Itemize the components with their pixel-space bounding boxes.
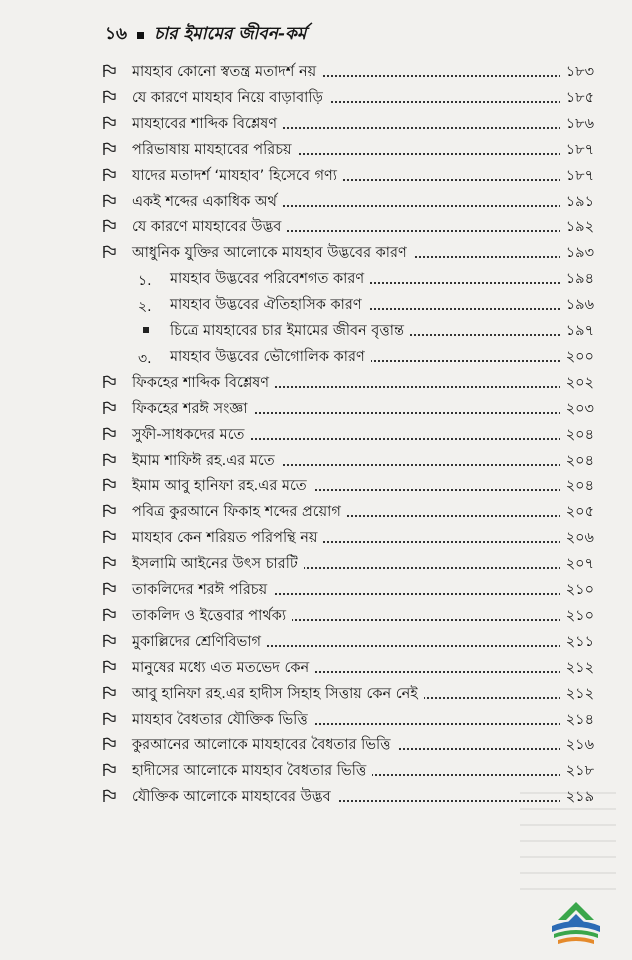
toc-row[interactable] xyxy=(0,498,632,524)
flag-icon xyxy=(102,453,116,467)
toc-entry-page: ২১২ xyxy=(560,657,594,681)
toc-entry-title: কুরআনের আলোকে মাযহাবের বৈধতার ভিত্তি xyxy=(132,734,397,758)
toc-entry-page: ১৯৪ xyxy=(560,268,594,292)
toc-entry-page: ২১৬ xyxy=(560,734,594,758)
header-square-bullet xyxy=(137,32,144,39)
flag-icon xyxy=(102,219,116,233)
toc-entry-page: ১৯১ xyxy=(560,191,594,215)
toc-entry-title: মাযহাব কেন শরিয়ত পরিপন্থি নয় xyxy=(132,527,323,551)
toc-entry-page: ২০৪ xyxy=(560,424,594,448)
toc-row[interactable] xyxy=(0,576,632,602)
toc-entry-title: মাযহাব কোনো স্বতন্ত্র মতাদর্শ নয় xyxy=(132,61,322,85)
toc-entry-page: ২১৪ xyxy=(560,709,594,733)
flag-icon xyxy=(102,712,116,726)
toc-row[interactable] xyxy=(0,421,632,447)
toc-row[interactable] xyxy=(0,265,632,291)
toc-entry-title: ফিকহের শরঈ সংজ্ঞা xyxy=(132,398,253,422)
flag-icon xyxy=(102,608,116,622)
toc-entry-title: যে কারণে মাযহাব নিয়ে বাড়াবাড়ি xyxy=(132,87,329,111)
toc-entry-title: তাকলিদ ও ইত্তেবার পার্থক্য xyxy=(132,605,292,629)
toc-entry-page: ১৯৩ xyxy=(560,242,594,266)
toc-entry-page: ২০২ xyxy=(560,372,594,396)
toc-row[interactable] xyxy=(0,84,632,110)
toc-entry-page: ২১৮ xyxy=(560,760,594,784)
toc-row[interactable] xyxy=(0,628,632,654)
toc-entry-page: ১৮৩ xyxy=(560,61,594,85)
toc-entry-page: ২০০ xyxy=(560,346,594,370)
toc-entry-title: মাযহাব বৈধতার যৌক্তিক ভিত্তি xyxy=(132,709,314,733)
toc-entry-title: আবু হানিফা রহ.এর হাদীস সিহাহ সিত্তায় কেন নেই xyxy=(132,683,424,707)
flag-icon xyxy=(102,686,116,700)
flag-icon xyxy=(102,582,116,596)
flag-icon xyxy=(102,737,116,751)
toc-entry-page: ১৮৬ xyxy=(560,113,594,137)
toc-entry-title: তাকলিদের শরঈ পরিচয় xyxy=(132,579,273,603)
toc-row[interactable] xyxy=(0,317,632,343)
flag-icon xyxy=(102,64,116,78)
toc-entry-title: পরিভাষায় মাযহাবের পরিচয় xyxy=(132,139,298,163)
toc-entry-title: পবিত্র কুরআনে ফিকাহ শব্দের প্রয়োগ xyxy=(132,501,347,525)
flag-icon xyxy=(102,763,116,777)
toc-entry-title: যাদের মতাদর্শ ‘মাযহাব’ হিসেবে গণ্য xyxy=(132,165,343,189)
flag-icon xyxy=(102,194,116,208)
running-title: চার ইমামের জীবন-কর্ম xyxy=(154,24,307,44)
toc-entry-page: ২১০ xyxy=(560,605,594,629)
flag-icon xyxy=(102,401,116,415)
toc-item-number: ১. xyxy=(138,273,152,290)
toc-row[interactable] xyxy=(0,550,632,576)
toc-row[interactable] xyxy=(0,188,632,214)
toc-entry-title: ইমাম শাফিঈ রহ.এর মতে xyxy=(132,450,281,474)
toc-entry-page: ১৯২ xyxy=(560,216,594,240)
flag-icon xyxy=(102,556,116,570)
toc-row[interactable] xyxy=(0,706,632,732)
flag-icon xyxy=(102,116,116,130)
toc-entry-page: ২১০ xyxy=(560,579,594,603)
toc-row[interactable] xyxy=(0,136,632,162)
flag-icon xyxy=(102,634,116,648)
toc-row[interactable] xyxy=(0,291,632,317)
toc-entry-title: চিত্রে মাযহাবের চার ইমামের জীবন বৃত্তান্ত xyxy=(170,320,410,344)
toc-row[interactable] xyxy=(0,447,632,473)
flag-icon xyxy=(102,142,116,156)
toc-row[interactable] xyxy=(0,602,632,628)
toc-item-number: ৩. xyxy=(138,350,152,367)
toc-row[interactable] xyxy=(0,343,632,369)
toc-row[interactable] xyxy=(0,162,632,188)
toc-entry-page: ১৮৭ xyxy=(560,165,594,189)
toc-entry-page: ২০৭ xyxy=(560,553,594,577)
toc-entry-title: হাদীসের আলোকে মাযহাব বৈধতার ভিত্তি xyxy=(132,760,372,784)
toc-entry-title: যৌক্তিক আলোকে মাযহাবের উদ্ভব xyxy=(132,786,337,810)
toc-row[interactable] xyxy=(0,110,632,136)
flag-icon xyxy=(102,375,116,389)
toc-entry-title: মাযহাব উদ্ভবের ভৌগোলিক কারণ xyxy=(170,346,371,370)
toc-entry-title: ইমাম আবু হানিফা রহ.এর মতে xyxy=(132,475,313,499)
toc-row[interactable] xyxy=(0,369,632,395)
toc-item-number: ২. xyxy=(138,299,152,316)
flag-icon xyxy=(102,90,116,104)
toc-row[interactable] xyxy=(0,654,632,680)
toc-entry-title: সুফী-সাধকদের মতে xyxy=(132,424,250,448)
square-bullet-icon xyxy=(143,327,149,333)
toc-entry-page: ১৮৫ xyxy=(560,87,594,111)
toc-row[interactable] xyxy=(0,680,632,706)
toc-row[interactable] xyxy=(0,213,632,239)
toc-entry-page: ১৯৬ xyxy=(560,294,594,318)
toc-entry-page: ২০৪ xyxy=(560,475,594,499)
toc-entry-title: মাযহাব উদ্ভবের পরিবেশগত কারণ xyxy=(170,268,370,292)
bleed-through-text xyxy=(520,790,616,890)
page-header xyxy=(105,22,592,48)
flag-icon xyxy=(102,245,116,259)
toc-entry-title: ইসলামি আইনের উৎস চারটি xyxy=(132,553,304,577)
toc-entry-page: ২১২ xyxy=(560,683,594,707)
flag-icon xyxy=(102,530,116,544)
toc-entry-page: ২০৫ xyxy=(560,501,594,525)
toc-row[interactable] xyxy=(0,472,632,498)
page-number: ১৬ xyxy=(105,24,128,44)
flag-icon xyxy=(102,478,116,492)
flag-icon xyxy=(102,789,116,803)
flag-icon xyxy=(102,504,116,518)
toc-entry-title: যে কারণে মাযহাবের উদ্ভব xyxy=(132,216,287,240)
toc-entry-page: ২১১ xyxy=(560,631,594,655)
toc-entry-page: ১৮৭ xyxy=(560,139,594,163)
flag-icon xyxy=(102,168,116,182)
toc-entry-title: মানুষের মধ্যে এত মতভেদ কেন xyxy=(132,657,315,681)
toc-entry-title: মাযহাব উদ্ভবের ঐতিহাসিক কারণ xyxy=(170,294,368,318)
toc-entry-page: ২১৯ xyxy=(560,786,594,810)
toc-entry-page: ২০৪ xyxy=(560,450,594,474)
publisher-logo-icon xyxy=(548,900,604,948)
toc-row[interactable] xyxy=(0,395,632,421)
toc-entry-title: ফিকহের শাব্দিক বিশ্লেষণ xyxy=(132,372,275,396)
toc-row[interactable] xyxy=(0,239,632,265)
toc-entry-page: ২০৩ xyxy=(560,398,594,422)
flag-icon xyxy=(102,427,116,441)
toc-entry-title: মুকাল্লিদের শ্রেণিবিভাগ xyxy=(132,631,267,655)
toc-row[interactable] xyxy=(0,58,632,84)
flag-icon xyxy=(102,660,116,674)
toc-row[interactable] xyxy=(0,757,632,783)
toc-row[interactable] xyxy=(0,524,632,550)
toc-entry-page: ২০৬ xyxy=(560,527,594,551)
toc-entry-title: মাযহাবের শাব্দিক বিশ্লেষণ xyxy=(132,113,283,137)
toc-row[interactable] xyxy=(0,731,632,757)
toc-entry-page: ১৯৭ xyxy=(560,320,594,344)
toc-entry-title: একই শব্দের একাধিক অর্থ xyxy=(132,191,283,215)
toc-entry-title: আধুনিক যুক্তির আলোকে মাযহাব উদ্ভবের কারণ xyxy=(132,242,413,266)
